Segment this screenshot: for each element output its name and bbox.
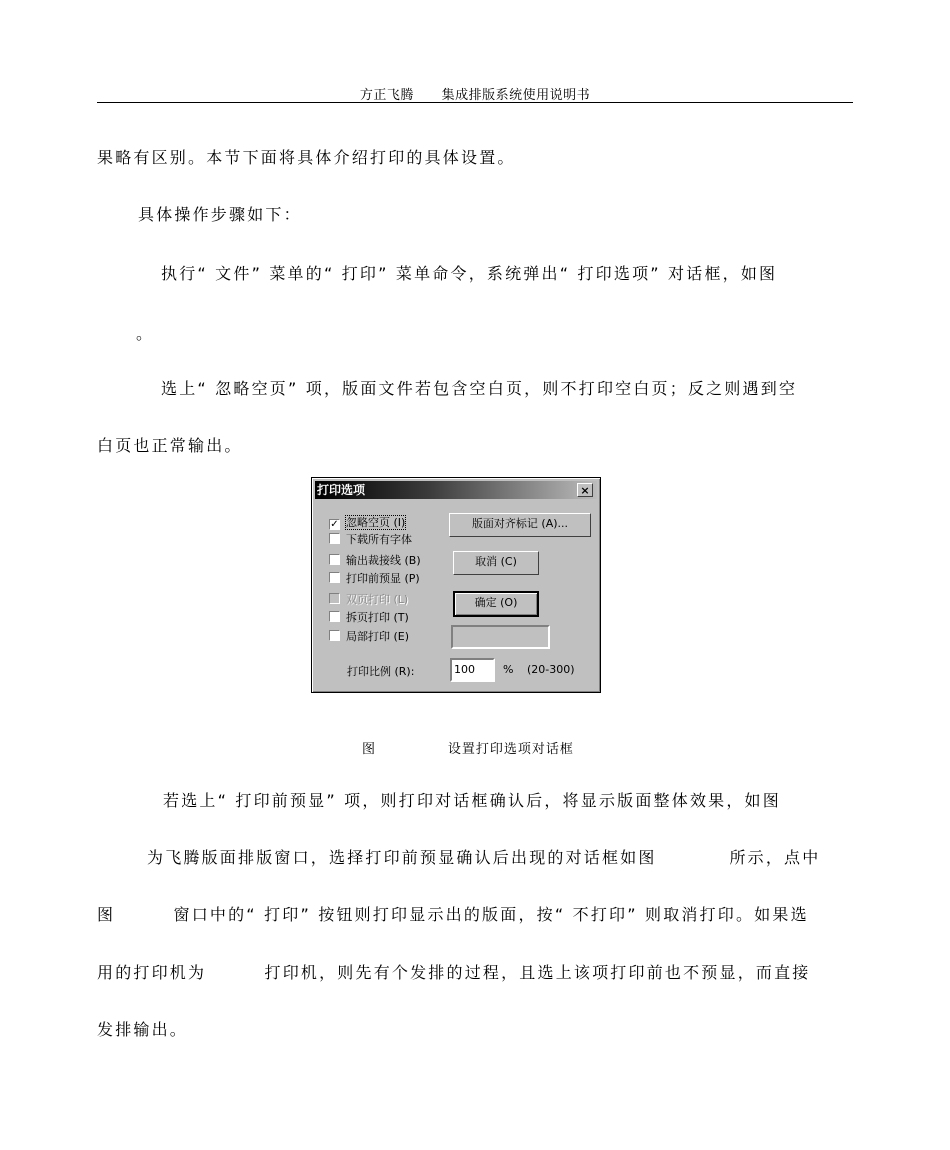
partial-print-checkbox[interactable] — [329, 630, 409, 644]
align-marks-button[interactable]: 版面对齐标记 (A)... — [449, 513, 591, 537]
checkbox-label: 忽略空页 (I) — [346, 516, 406, 529]
paragraph-line: 。 — [136, 324, 155, 343]
print-options-dialog — [311, 477, 601, 693]
scale-range: (20-300) — [527, 663, 575, 676]
paragraph-line: 具体操作步骤如下： — [138, 205, 302, 224]
paragraph-line: 选上“ 忽略空页” 项，版面文件若包含空白页，则不打印空白页；反之则遇到空 — [161, 379, 798, 398]
paragraph-line: 果略有区别。本节下面将具体介绍打印的具体设置。 — [97, 148, 516, 167]
checkbox-label: 局部打印 (E) — [346, 630, 410, 643]
paragraph-line: 白页也正常输出。 — [97, 436, 243, 455]
cancel-button[interactable]: 取消 (C) — [453, 551, 539, 575]
dialog-title: 打印选项 — [317, 483, 366, 497]
ok-button[interactable]: 确定 (O) — [453, 591, 539, 617]
ignore-blank-pages-checkbox[interactable] — [329, 516, 405, 530]
scale-input[interactable]: 100 — [450, 658, 495, 682]
paragraph-line: 发排输出。 — [97, 1020, 189, 1039]
preview-before-print-checkbox[interactable] — [329, 572, 420, 586]
paragraph-line: 执行“ 文件” 菜单的“ 打印” 菜单命令，系统弹出“ 打印选项” 对话框，如图 — [161, 264, 778, 283]
checkbox-label: 下载所有字体 — [346, 533, 412, 546]
paragraph-line: 若选上“ 打印前预显” 项，则打印对话框确认后，将显示版面整体效果，如图 — [163, 791, 781, 810]
checkbox-label: 拆页打印 (T) — [346, 611, 409, 624]
checkbox-label: 双页打印 (L) — [346, 593, 409, 606]
close-button[interactable]: × — [577, 483, 593, 497]
partial-range-field — [451, 625, 550, 649]
figure-caption: 图 设置打印选项对话框 — [362, 742, 574, 757]
split-page-print-checkbox[interactable] — [329, 611, 409, 625]
scale-unit: % — [503, 663, 514, 676]
scale-label: 打印比例 (R): — [347, 665, 415, 678]
crop-marks-checkbox[interactable] — [329, 554, 421, 568]
checkbox-label: 打印前预显 (P) — [346, 572, 420, 585]
check-icon: ✓ — [330, 519, 339, 530]
paragraph-line: 图 窗口中的“ 打印” 按钮则打印显示出的版面，按“ 不打印” 则取消打印。如果选 — [97, 905, 809, 924]
download-fonts-checkbox[interactable] — [329, 533, 412, 547]
checkbox-label: 输出裁接线 (B) — [346, 554, 421, 567]
dialog-titlebar[interactable] — [315, 481, 597, 499]
page-header: 方正飞腾 集成排版系统使用说明书 — [97, 84, 853, 103]
paragraph-line: 用的打印机为 打印机，则先有个发排的过程，且选上该项打印前也不预显，而直接 — [97, 963, 811, 982]
duplex-print-checkbox — [329, 593, 408, 607]
paragraph-line: 为飞腾版面排版窗口，选择打印前预显确认后出现的对话框如图 所示，点中 — [147, 848, 821, 867]
